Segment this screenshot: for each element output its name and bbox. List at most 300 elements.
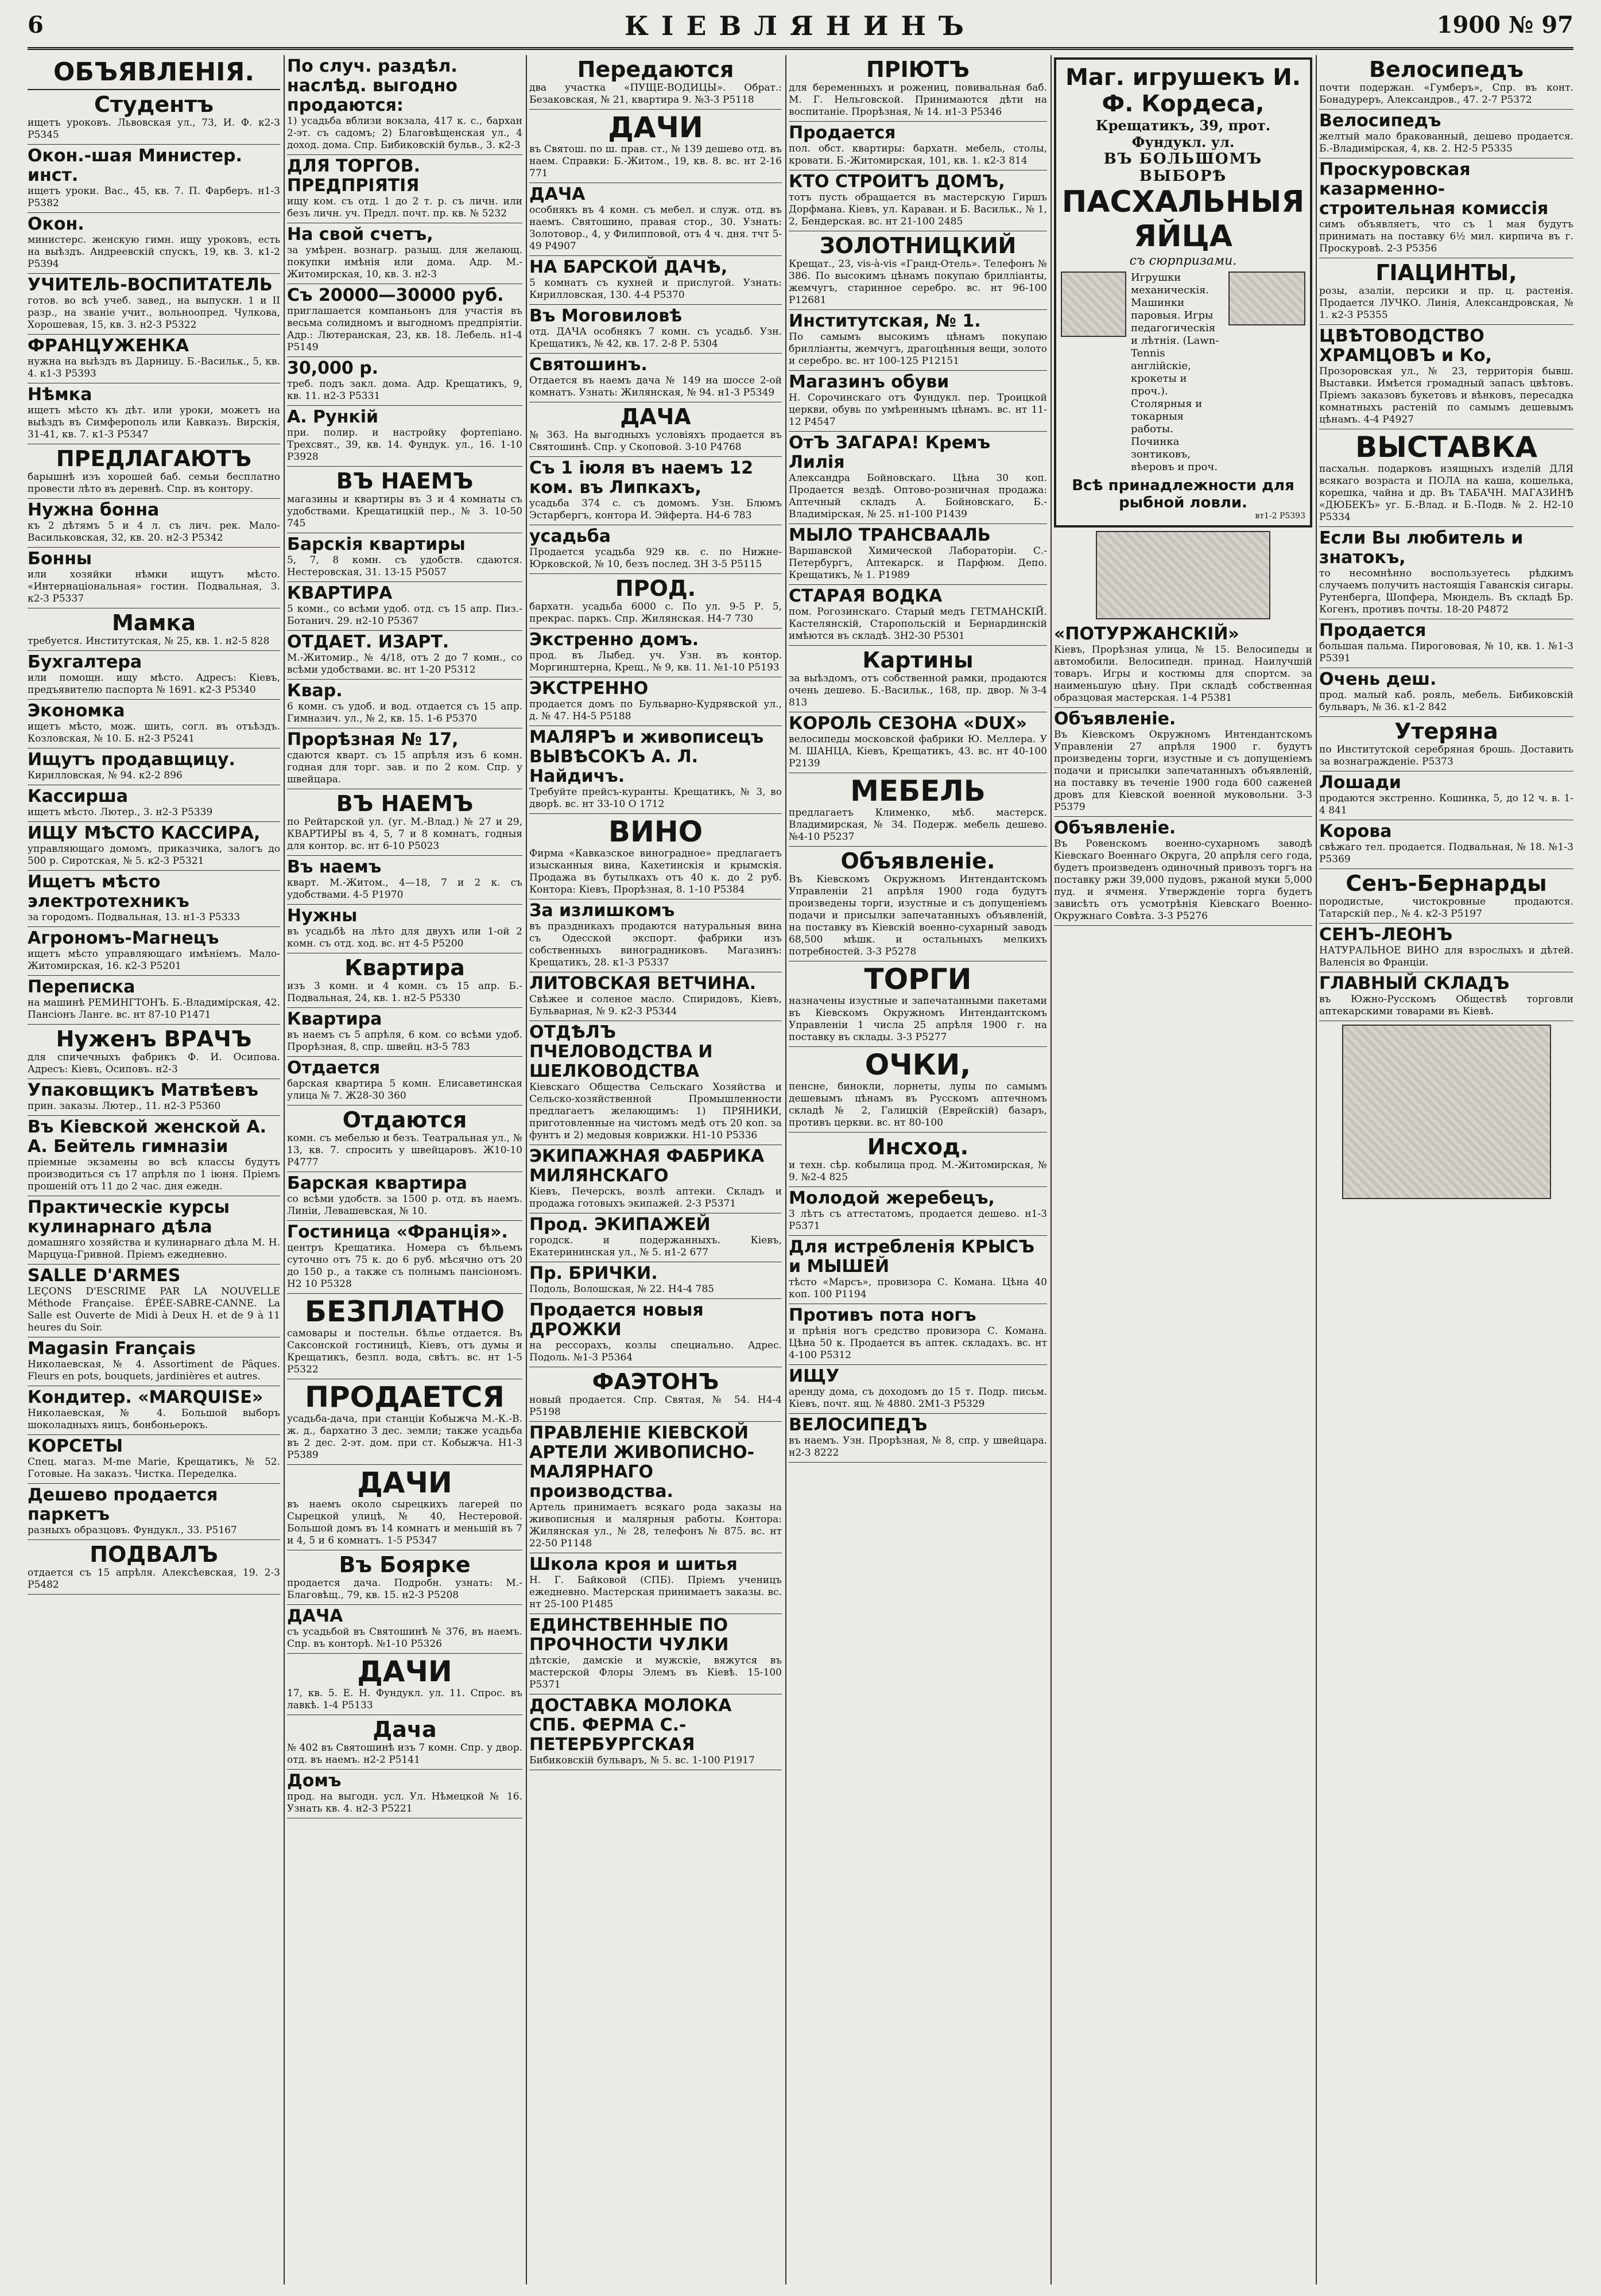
- ad-text: центръ Крещатика. Номера съ бѣльемъ суточно отъ 75 к. до 6 руб. мѣсячно отъ 20 до 150 р., а также съ полнымъ пансіономъ. Н2 10 Р5328: [287, 1242, 522, 1290]
- classified-ad: [1319, 869, 1573, 924]
- ad-heading: ПРОДАЕТСЯ: [305, 1380, 505, 1414]
- classified-ad: [287, 1550, 522, 1605]
- ad-text: 3 лѣтъ съ аттестатомъ, продается дешево. н1-3 Р5371: [789, 1208, 1047, 1232]
- ad-heading: Агрономъ-Магнецъ: [28, 928, 219, 948]
- classified-ad: [529, 256, 782, 305]
- ad-text: разныхъ образцовъ. Фундукл., 33. Р5167: [28, 1525, 237, 1536]
- ad-heading: Въ Моговиловѣ: [529, 306, 683, 326]
- classified-ad: [28, 444, 280, 499]
- ad-heading: ПРОД.: [615, 576, 696, 601]
- classified-ad: [28, 1540, 280, 1595]
- classified-ad: [529, 457, 782, 525]
- classified-ad: [529, 183, 782, 256]
- ad-list-1: [28, 90, 280, 1595]
- classified-ad: [789, 524, 1047, 585]
- classified-ad: [789, 170, 1047, 231]
- classified-ad: [1054, 708, 1312, 817]
- ad-heading: Нуженъ ВРАЧЪ: [56, 1026, 252, 1052]
- ad-heading: ПРІЮТЪ: [866, 57, 970, 82]
- ad-text: для спичечныхъ фабрикъ Ф. И. Осипова. Адресъ: Кіевъ, Осиповъ. н2-3: [28, 1052, 280, 1075]
- classified-ad: [287, 1057, 522, 1106]
- ad-text: Николаевская, № 4. Assortiment de Pâques. Fleurs en pots, bouquets, jardinières et autres.: [28, 1359, 280, 1382]
- ad-text: по Рейтарской ул. (уг. М.-Влад.) № 27 и 29, КВАРТИРЫ въ 4, 5, 7 и 8 комнатъ, годныя для контор. вс. нт 6-10 Р5023: [287, 816, 522, 852]
- ad-heading: Пр. БРИЧКИ.: [529, 1263, 658, 1283]
- classified-ad: [1319, 668, 1573, 717]
- ad-heading: ОтЪ ЗАГАРА! Кремъ Лилія: [789, 433, 991, 472]
- classified-ad: [789, 1047, 1047, 1133]
- classified-ad: [529, 402, 782, 457]
- ad-heading: Дача: [373, 1717, 437, 1742]
- ad-text: требуется. Институтская, № 25, кв. 1. н2-5 828: [28, 635, 270, 647]
- ad-heading: Отдается: [287, 1058, 381, 1078]
- ad-address: Крещатикъ, 39, прот. Фундукл. ул.: [1095, 117, 1271, 150]
- ad-heading: ЭКИПАЖНАЯ ФАБРИКА МИЛЯНСКАГО: [529, 1146, 765, 1186]
- classified-ad: [1319, 972, 1573, 1021]
- ad-text: НАТУРАЛЬНОЕ ВИНО для взрослыхъ и дѣтей. Валенсія во Франціи.: [1319, 945, 1573, 968]
- column-4: [789, 55, 1047, 2285]
- classified-ad: [287, 1605, 522, 1654]
- classified-ad: [28, 1386, 280, 1435]
- column-divider: [526, 55, 527, 2285]
- ad-text: новый продается. Спр. Святая, № 54. Н4-4 Р5198: [529, 1394, 782, 1418]
- ad-heading: ИЩУ: [789, 1366, 840, 1386]
- ad-heading: Нѣмка: [28, 385, 92, 405]
- classified-ad: [28, 608, 280, 651]
- ad-text: 5 комн., со всѣми удоб. отд. съ 15 апр. Пиз.-Ботанич. 29. н2-10 Р5367: [287, 603, 522, 627]
- ad-heading: КОРОЛЬ СЕЗОНА «DUX»: [789, 713, 1027, 734]
- ad-heading: усадьба: [529, 526, 611, 546]
- classified-ad: [789, 961, 1047, 1047]
- ad-text: треб. подъ закл. дома. Адр. Крещатикъ, 9, кв. 11. н2-3 Р5331: [287, 378, 522, 402]
- ad-text: комн. съ мебелью и безъ. Театральная ул., № 13, кв. 7. спросить у швейцаровъ. Ж10-10 Р4777: [287, 1133, 522, 1168]
- ad-heading: УЧИТЕЛЬ-ВОСПИТАТЕЛЬ: [28, 275, 273, 295]
- classified-ad: [1319, 158, 1573, 258]
- ad-heading: ГЛАВНЫЙ СКЛАДЪ: [1319, 974, 1510, 994]
- classified-ad: [529, 726, 782, 814]
- classified-ad: [529, 110, 782, 183]
- classified-ad: [287, 1008, 522, 1057]
- ad-heading: ДАЧА: [620, 404, 691, 429]
- ad-heading: Велосипедъ: [1369, 57, 1524, 82]
- ad-text: въ Южно-Русскомъ Обществѣ торговли аптекарскими товарами въ Кіевѣ.: [1319, 994, 1573, 1017]
- ad-heading: 30,000 р.: [287, 358, 379, 378]
- ad-text: пол. обст. квартиры: бархатн. мебель, столы, кровати. Б.-Житомирская, 101, кв. 1. к2-3 814: [789, 143, 1047, 166]
- ad-text: за умѣрен. вознагр. разыщ. для желающ. покупки имѣнія или дома. Адр. М.-Житомирская, 10, кв. 3. н2-3: [287, 245, 522, 280]
- ad-heading: Квартира: [344, 955, 465, 980]
- ad-text: продается дача. Подробн. узнать: М.-Благовѣщ., 79, кв. 15. н2-3 Р5208: [287, 1577, 522, 1601]
- classified-ad: [789, 122, 1047, 170]
- classified-ad: [287, 789, 522, 856]
- ad-heading: ВИНО: [608, 815, 703, 848]
- ad-text: барышнѣ изъ хорошей баб. семьи бесплатно провести лѣто въ деревнѣ. Спр. въ контору.: [28, 471, 280, 495]
- ad-text: за выѣздомъ, отъ собственной рамки, продаются очень дешево. Б.-Васильк., 168, пр. двор. №3-4 813: [789, 673, 1047, 708]
- ad-heading: ОТДАЕТ. ИЗАРТ.: [287, 632, 449, 652]
- classified-ad: [287, 406, 522, 467]
- ad-heading: ПОДВАЛЪ: [90, 1542, 218, 1567]
- ad-text: назначены изустные и запечатанными пакетами въ Кіевскомъ Окружномъ Интендантскомъ Управленіи 1 числа 25 апрѣля 1900 г. на поставку въ склады. 3-3 Р5277: [789, 995, 1047, 1043]
- ad-text: Спец. магаз. M-me Marie, Крещатикъ, № 52. Готовые. На заказъ. Чистка. Переделка.: [28, 1456, 280, 1480]
- ad-heading: ТОРГИ: [864, 963, 972, 996]
- ad-heading: Окон.: [28, 214, 84, 234]
- ad-text: два участка «ПУЩЕ-ВОДИЦЫ». Обрат.: Безаковская, № 21, квартира 9. №3-3 Р5118: [529, 82, 782, 106]
- fishing-tackle-line: Всѣ принадлежности для рыбной ловли.: [1072, 477, 1294, 511]
- ad-text: Отдается въ наемъ дача № 149 на шоссе 2-ой комнатъ. Узнать: Жилянская, № 94. н1-3 Р5349: [529, 375, 782, 398]
- ad-text: пенсне, бинокли, лорнеты, лупы по самымъ дешевымъ цѣнамъ въ Русскомъ аптечномъ складѣ № 2, Галицкій (Еврейскій) базаръ, противъ церкви. вс. нт 80-100: [789, 1081, 1047, 1128]
- classified-ad: [529, 1367, 782, 1422]
- ad-heading: СЕНЪ-ЛЕОНЪ: [1319, 925, 1453, 945]
- classified-ad: [529, 1299, 782, 1367]
- classified-ad: [28, 383, 280, 444]
- easter-eggs-heading: ПАСХАЛЬНЫЯ ЯЙЦА: [1061, 185, 1305, 254]
- ad-heading: Квартира: [287, 1009, 382, 1029]
- ad-heading: МЫЛО ТРАНСВААЛЬ: [789, 525, 991, 545]
- classified-ad: [529, 1614, 782, 1694]
- ad-text: 1) усадьба вблизи вокзала, 417 к. с., бархан 2-эт. съ садомъ; 2) Благовѣщенская ул., 4 доход. дома. Спр. Бибиковскій бульв., 3. к2-3: [287, 115, 522, 151]
- classified-ad: [529, 1145, 782, 1213]
- classified-ad: [287, 1654, 522, 1715]
- classified-ad: [789, 1187, 1047, 1236]
- ad-text: въ Святош. по ш. прав. ст., № 139 дешево отд. въ наем. Справки: Б.-Житом., 19, кв. 8. вс. нт 2-16 771: [529, 144, 782, 179]
- ad-heading: Для истребленія КРЫСЪ и МЫШЕЙ: [789, 1237, 1035, 1277]
- classified-ad: [789, 231, 1047, 310]
- classified-ad: [1319, 717, 1573, 771]
- ad-text: къ 2 дѣтямъ 5 и 4 л. съ лич. рек. Мало-Васильковская, 32, кв. 20. н2-3 Р5342: [28, 520, 280, 544]
- classified-ad: [789, 371, 1047, 432]
- classified-ad: [28, 1196, 280, 1265]
- ad-text: бархатн. усадьба 6000 с. По ул. 9-5 Р. 5, прекрас. паркъ. Спр. Жилянская. Н4-7 730: [529, 601, 782, 625]
- ad-text: ищетъ мѣсто къ дѣт. или уроки, можетъ на выѣздъ въ Симферополь или Кавказъ. Вирскія, 31-41, кв. 7. к1-3 Р5347: [28, 405, 280, 440]
- ad-text: со всѣми удобств. за 1500 р. отд. въ наемъ. Линіи, Левашевская, № 10.: [287, 1193, 522, 1217]
- classified-ad: [1319, 258, 1573, 325]
- ad-text: Крещат., 23, vis-à-vis «Гранд-Отель». Телефонъ № 386. По высокимъ цѣнамъ покупаю брилліанты, жемчугъ, старинное серебро. вс. нт 96-100 Р12681: [789, 258, 1047, 306]
- ad-text: № 402 въ Святошинѣ изъ 7 комн. Спр. у двор. отд. въ наемъ. н2-2 Р5141: [287, 1742, 522, 1766]
- classified-ad: [529, 305, 782, 354]
- ad-text: Продается усадьба 929 кв. с. по Нижне-Юрковской, № 10, безъ послед. ЗН 3-5 Р5115: [529, 546, 782, 570]
- classified-ad: [789, 1304, 1047, 1365]
- ad-text: ищетъ мѣсто, мож. шить, согл. въ отъѣздъ. Козловская, № 10. Б. н2-3 Р5241: [28, 721, 280, 744]
- ad-heading: МЕБЕЛЬ: [850, 774, 986, 808]
- ad-text: управляющаго домомъ, приказчика, залогъ до 500 р. Сиротская, № 5. к2-3 Р5321: [28, 843, 280, 867]
- ad-text: въ усадьбѣ на лѣто для двухъ или 1-ой 2 комн. съ отд. ход. вс. нт 4-5 Р5200: [287, 926, 522, 949]
- newspaper-masthead: [28, 7, 1573, 50]
- ad-heading: Картины: [862, 647, 974, 673]
- classified-ad: [28, 548, 280, 608]
- ad-heading: Сенъ-Бернарды: [1346, 871, 1547, 896]
- ad-text: пом. Рогозинскаго. Старый медъ ГЕТМАНСКІЙ. Кастелянскій, Старопольскій и Бернардинскій имѣются въ складѣ. ЗН2-30 Р5301: [789, 606, 1047, 642]
- ad-heading: КОРСЕТЫ: [28, 1436, 123, 1456]
- ad-heading: ПРАВЛЕНІЕ КІЕВСКОЙ АРТЕЛИ ЖИВОПИСНО-МАЛЯРНАГО производства.: [529, 1423, 755, 1502]
- classified-ad: [28, 785, 280, 822]
- ad-text: съ усадьбой въ Святошинѣ № 376, въ наемъ. Спр. въ конторѣ. №1-10 Р5326: [287, 1626, 522, 1650]
- ad-text: LEÇONS D'ESCRIME PAR LA NOUVELLE Méthode Française. ÉPÉE-SABRE-CANNE. La Salle est Ouverte de Midi à Deux H. et de 9 à 11 heures du Soir.: [28, 1286, 280, 1333]
- column-divider: [284, 55, 285, 2285]
- ad-text: ищетъ мѣсто. Лютер., 3. н2-3 Р5339: [28, 806, 213, 818]
- ad-heading: ГІАЦИНТЫ,: [1375, 260, 1517, 285]
- classified-ad: [287, 680, 522, 728]
- ad-heading: Нужны: [287, 906, 358, 926]
- ad-text: ищу ком. съ отд. 1 до 2 т. р. съ личн. или безъ личн. уч. Предл. почт. пр. кв. № 5232: [287, 196, 522, 219]
- ad-heading: Лошади: [1319, 773, 1401, 793]
- page-number: 6: [28, 11, 44, 38]
- ad-text: Артель принимаетъ всякаго рода заказы на живописныя и малярныя работы. Контора: Жилянская ул., № 28, телефонъ № 875. вс. нт 22-50 Р1148: [529, 1502, 782, 1549]
- ad-heading: НА БАРСКОЙ ДАЧѢ,: [529, 257, 728, 277]
- ad-heading: Объявленіе.: [1054, 709, 1176, 729]
- classified-ad: [28, 213, 280, 274]
- ad-heading: Домъ: [287, 1771, 342, 1791]
- ad-heading: Съ 1 іюля въ наемъ 12 ком. въ Липкахъ,: [529, 458, 753, 498]
- classified-ad: [28, 651, 280, 700]
- ad-text: въ наемъ съ 5 апрѣля, 6 ком. со всѣми удоб. Прорѣзная, 8, спр. швейц. н3-5 783: [287, 1029, 522, 1053]
- ad-text: ищетъ уроковъ. Львовская ул., 73, И. Ф. к2-3 Р5345: [28, 117, 280, 141]
- ad-text: отд. ДАЧА особнякъ 7 комн. съ усадьб. Узн. Крещатикъ, № 42, кв. 17. 2-8 Р. 5304: [529, 326, 782, 350]
- ad-text: Н. Г. Байковой (СПБ). Пріемъ ученицъ ежедневно. Мастерская принимаетъ заказы. вс. нт 25-100 Р1485: [529, 1574, 782, 1610]
- ad-text: и техн. сѣр. кобылица прод. М.-Житомирская, № 9. №2-4 825: [789, 1159, 1047, 1183]
- ad-heading: Святошинъ.: [529, 355, 648, 375]
- classified-ad: [529, 1694, 782, 1770]
- ad-text: Кіевъ, Прорѣзная улица, № 15. Велосипеды и автомобили. Велосипедн. принад. Наилучшій товаръ. Игры и костюмы для спортсм. за наименьшую цѣну. При складѣ собственная образцовая мастерская. 1-4 Р5381: [1054, 644, 1312, 704]
- classified-ad: [1319, 429, 1573, 527]
- classified-ad: [28, 499, 280, 548]
- ad-text: желтый мало бракованный, дешево продается. Б.-Владимірская, 4, кв. 2. Н2-5 Р5335: [1319, 131, 1573, 154]
- ad-heading: Инсход.: [867, 1134, 969, 1159]
- classified-ad: [287, 357, 522, 406]
- column-divider: [1316, 55, 1317, 2285]
- classified-ad: [287, 223, 522, 284]
- classified-ad: [287, 1465, 522, 1550]
- ad-text: Въ Кіевскомъ Окружномъ Интендантскомъ Управленіи 21 апрѣля 1900 года будутъ произведены торги, изустные и съ допущеніемъ подачи и присылки запечатанныхъ объявленій, на поставку въ Кіевскій военно-сухарный заводъ 68,500 мѣшк. и остальныхъ мелкихъ потребностей. 3-3 Р5278: [789, 874, 1047, 957]
- ad-text: то несомнѣнно воспользуетесь рѣдкимъ случаемъ получить настоящія Гаванскія сигары. Рутенберга, Шопфера, Мюндель. Въ складѣ Бр. Когенъ, противъ почты. 18-20 Р4872: [1319, 568, 1573, 615]
- classified-ad: [28, 1025, 280, 1079]
- ad-heading: ДАЧИ: [357, 1655, 452, 1688]
- classified-ad: [529, 354, 782, 402]
- classified-ad: [28, 90, 280, 145]
- ad-heading: Утеряна: [1394, 719, 1498, 744]
- classified-ad: [529, 1553, 782, 1614]
- ad-text: изъ 3 комн. и 4 комн. съ 15 апр. Б.-Подвальная, 24, кв. 1. н2-5 Р5330: [287, 980, 522, 1004]
- ad-heading: ЦВѢТОВОДСТВО ХРАМЦОВЪ и Ко,: [1319, 326, 1493, 366]
- ad-text: Кіевъ, Печерскъ, возлѣ аптеки. Складъ и продажа готовыхъ экипажей. 2-3 Р5371: [529, 1186, 782, 1209]
- classified-ad: [789, 310, 1047, 371]
- ad-text: на машинѣ РЕМИНГТОНЪ. Б.-Владимірская, 42. Пансіонъ Ланге. вс. нт 87-10 Р1471: [28, 997, 280, 1021]
- ad-heading: ИЩУ МѢСТО КАССИРА,: [28, 823, 261, 843]
- ad-text: велосипеды московской фабрики Ю. Меллера. У М. ШАНЦА, Кіевъ, Крещатикъ, 43. вс. нт 40-100 Р2139: [789, 734, 1047, 769]
- classified-ad: [287, 1294, 522, 1379]
- classified-ad: [529, 55, 782, 110]
- ad-text: 17, кв. 5. Е. Н. Фундукл. ул. 11. Спрос. въ лавкѣ. 1-4 Р5133: [287, 1688, 522, 1711]
- ad-heading: Мамка: [112, 610, 196, 635]
- ad-text: или хозяйки нѣмки ищутъ мѣсто. «Интернаціональная» гостин. Подвальная, 3. к2-3 Р5337: [28, 569, 280, 604]
- ad-text: Бибиковскій бульваръ, № 5. вс. 1-100 Р1917: [529, 1755, 755, 1766]
- ad-list-4: [789, 55, 1047, 1463]
- classified-ad: [28, 1079, 280, 1116]
- ad-heading: Маг. игрушекъ И. Ф. Кордеса,: [1065, 64, 1301, 117]
- ad-heading: КВАРТИРА: [287, 583, 393, 603]
- ad-text: за городомъ. Подвальная, 13. н1-3 Р5333: [28, 912, 241, 923]
- ad-heading: Бухгалтера: [28, 652, 142, 672]
- ad-heading: Ищетъ мѣсто электротехникъ: [28, 872, 189, 912]
- ad-text: Варшавской Химической Лабораторіи. С.-Петербургъ, Аптекарск. и Парфюм. Депо. Крещатикъ, № 1. Р1989: [789, 545, 1047, 581]
- ad-text: Кіевскаго Общества Сельскаго Хозяйства и Сельско-хозяйственной Промышленности предлагаетъ желающимъ: 1) ПРЯНИКИ, приготовленные на чистомъ медѣ отъ 20 коп. за фунтъ и 2) медовыя коврижки. Н1-10 Р5336: [529, 1081, 782, 1141]
- classified-ad: [1319, 619, 1573, 668]
- ad-text: Игрушки механическія. Машинки паровыя. Игры педагогическія и лѣтнія. (Lawn-Tennis англійскіе, крокеты и проч.). Столярныя и токарныя работы. Починка зонтиковъ, вѣеровъ и проч.: [1131, 272, 1219, 473]
- issue-number: 1900 № 97: [1436, 11, 1573, 38]
- ad-text: отдается съ 15 апрѣля. Алексѣевская, 19. 2-3 Р5482: [28, 1567, 280, 1591]
- ad-heading: ВЪ НАЕМЪ: [336, 791, 474, 816]
- column-2: [287, 55, 522, 2285]
- classified-ad: [789, 585, 1047, 646]
- ad-heading: Бонны: [28, 549, 92, 569]
- ad-heading: БЕЗПЛАТНО: [304, 1295, 505, 1328]
- ad-text: почти подержан. «Гумберъ», Спр. въ конт. Бонадуреръ, Александров., 47. 2-7 Р5372: [1319, 82, 1573, 106]
- ad-text: Александра Бойновскаго. Цѣна 30 коп. Продается вездѣ. Оптово-розничная продажа: Аптечный складъ А. Бойновскаго, Б.-Владимірская, № 25. н1-100 Р1439: [789, 472, 1047, 520]
- ad-text: симъ объявляетъ, что съ 1 мая будутъ принимать на поставку 6½ мил. кирпича въ г. Проскуровѣ. 2-3 Р5356: [1319, 219, 1573, 254]
- classified-ad: [287, 953, 522, 1008]
- ad-heading: ОТДѢЛЪ ПЧЕЛОВОДСТВА И ШЕЛКОВОДСТВА: [529, 1022, 713, 1081]
- st-leon-wine-dragon-illustration: [1342, 1025, 1551, 1199]
- ad-heading: Квар.: [287, 681, 343, 701]
- classified-ad: [28, 335, 280, 383]
- ad-text: 5, 7, 8 комн. съ удобств. сдаются. Нестеровская, 31. 13-15 Р5057: [287, 554, 522, 578]
- ad-text: городск. и подержанныхъ. Кіевъ, Екатерининская ул., № 5. н1-2 677: [529, 1235, 782, 1258]
- ad-heading: Окон.-шая Министер. инст.: [28, 146, 242, 185]
- ad-text: дѣтскіе, дамскіе и мужскіе, вяжутся въ мастерской Флоры Элемъ въ Кіевѣ. 15-100 Р5371: [529, 1655, 782, 1690]
- ad-heading: ВЪ НАЕМЪ: [336, 468, 474, 494]
- ad-text: По самымъ высокимъ цѣнамъ покупаю брилліанты, жемчугъ, драгоцѣнныя вещи, золото и серебро. вс. нт 100-125 Р12151: [789, 331, 1047, 367]
- ad-heading: Гостиница «Франція».: [287, 1222, 508, 1242]
- ad-text: въ праздникахъ продаются натуральныя вина съ Одесской экспорт. фабрики изъ собственныхъ виноградниковъ. Магазинъ: Крещатикъ, 28. к1-3 Р5337: [529, 921, 782, 968]
- ad-text: сдаются кварт. съ 15 апрѣля изъ 6 комн. годная для торг. зав. и по 2 ком. Спр. у швейцара.: [287, 750, 522, 785]
- ad-text: на рессорахъ, козлы специально. Адрес. Подоль. №1-3 Р5364: [529, 1340, 782, 1363]
- classified-ad: [529, 677, 782, 726]
- ad-text: въ наемъ около сырецкихъ лагерей по Сырецкой улицѣ, № 40, Нестеровой. Большой домъ въ 14 комнатъ и меньшій въ 7 и 4, 5 и 6 комнатъ. 1-5 Р5347: [287, 1499, 522, 1546]
- ad-heading: На свой счетъ,: [287, 224, 433, 245]
- ad-text: усадьба-дача, при станціи Кобыжча М.-К.-В. ж. д., бархатно 3 дес. земли; также усадьба въ 2 дес. 2-эт. дом. при ст. Кобыжча. Н1-3 Р5389: [287, 1413, 522, 1461]
- classified-ad: [287, 1106, 522, 1172]
- ad-heading: По случ. раздѣл. наслѣд. выгодно продаются:: [287, 56, 458, 115]
- classified-ad: [1319, 820, 1573, 869]
- ad-heading: Въ наемъ: [287, 857, 382, 877]
- ad-heading: СТАРАЯ ВОДКА: [789, 586, 943, 606]
- ad-text: самовары и постельн. бѣлье отдается. Въ Саксонской гостиницѣ, Кіевъ, отъ думы и Крещатикъ, безпл. вода, свѣтъ. вс. нт 1-5 Р5322: [287, 1328, 522, 1375]
- ad-heading: Передаются: [577, 57, 734, 82]
- classified-ad: [1319, 771, 1573, 820]
- ad-text: свѣжаго тел. продается. Подвальная, № 18. №1-3 Р5369: [1319, 841, 1573, 865]
- classified-ad: [28, 1265, 280, 1337]
- classified-ad: [789, 1365, 1047, 1414]
- classified-ad: [789, 712, 1047, 773]
- ad-text: магазины и квартиры въ 3 и 4 комнаты съ удобствами. Крещатицкій пер., № 3. 10-50 745: [287, 494, 522, 529]
- classified-ad: [287, 856, 522, 905]
- ad-text: Н. Сорочинскаго отъ Фундукл. пер. Троицкой церкви, обувь по умѣреннымъ цѣнамъ. вс. нт 11-12 Р4547: [789, 392, 1047, 428]
- ad-heading: Прод. ЭКИПАЖЕЙ: [529, 1215, 711, 1235]
- ad-subheading: ВЪ БОЛЬШОМЪ ВЫБОРѢ: [1103, 150, 1263, 185]
- kordes-toy-store-ad: [1054, 57, 1312, 528]
- ad-text: большая пальма. Пирогововая, № 10, кв. 1. №1-3 Р5391: [1319, 641, 1573, 664]
- ad-list-6: [1319, 55, 1573, 1021]
- classified-ad: [287, 1172, 522, 1221]
- classified-ad: [789, 646, 1047, 712]
- newspaper-title: КІЕВЛЯНИНЪ: [625, 10, 976, 41]
- classified-ad: [28, 871, 280, 927]
- ad-heading: ДАЧА: [529, 184, 586, 204]
- classified-ad: [529, 814, 782, 899]
- classified-ad: [28, 145, 280, 213]
- classified-ad: [529, 972, 782, 1021]
- ad-text: тѣсто «Марсъ», провизора С. Комана. Цѣна 40 коп. 100 Р1194: [789, 1277, 1047, 1300]
- ad-text: аренду дома, съ доходомъ до 15 т. Подр. письм. Кіевъ, почт. ящ. № 4880. 2М1-3 Р5329: [789, 1386, 1047, 1410]
- ad-text: готов. во всѣ учеб. завед., на выпускн. 1 и II разр., на званіе учит., вольноопред. Чулкова, Хорошевая, 15, кв. 3. н2-3 Р5322: [28, 295, 280, 331]
- column-1: [28, 55, 280, 2285]
- ad-heading: Экономка: [28, 701, 125, 721]
- classified-ad: [529, 1262, 782, 1299]
- column-divider: [1050, 55, 1052, 2285]
- chessboard-illustration: [1061, 272, 1126, 337]
- classified-ad: [28, 822, 280, 871]
- ad-heading: Школа кроя и шитья: [529, 1554, 738, 1574]
- ad-text: при. полир. и настройку фортепіано. Трехсвят., 39, кв. 14. Фундук. ул., 16. 1-10 Р3928: [287, 427, 522, 463]
- ad-text: или помощн. ищу мѣсто. Адресъ: Кіевъ, предъявителю паспорта № 1691. к2-3 Р5340: [28, 672, 280, 696]
- ad-code: вт1-2 Р5393: [1255, 511, 1305, 521]
- ad-heading: Упаковщикъ Матвѣевъ: [28, 1080, 259, 1100]
- classified-ad: [1319, 924, 1573, 972]
- ad-text: розы, азаліи, персики и пр. ц. растенія. Продается ЛУЧКО. Линія, Александровская, № 1. к2-3 Р5355: [1319, 285, 1573, 321]
- ad-heading: Если Вы любитель и знатокъ,: [1319, 528, 1524, 568]
- ad-heading: Продается: [1319, 620, 1426, 641]
- classified-ad: [287, 582, 522, 631]
- ad-heading: ДАЧИ: [608, 111, 703, 144]
- ad-text: прод. въ Лыбед. уч. Узн. въ контор. Моргинштерна, Крещ., № 9, кв. 11. №1-10 Р5193: [529, 650, 782, 673]
- classified-ad: [789, 847, 1047, 961]
- ad-heading: Нужна бонна: [28, 500, 160, 520]
- ad-text: по Институтской серебряная брошь. Доставить за вознагражденіе. Р5373: [1319, 744, 1573, 767]
- ad-heading: Молодой жеребецъ,: [789, 1188, 995, 1208]
- ad-text: Подоль, Волошская, № 22. Н4-4 785: [529, 1283, 714, 1295]
- ad-heading: Ищутъ продавщицу.: [28, 750, 235, 770]
- ad-text: Въ Кіевскомъ Окружномъ Интендантскомъ Управленіи 27 апрѣля 1900 г. будутъ произведены торги, изустные и съ допущеніемъ подачи и присылки запечатанныхъ объявленій, на поставку въ теченіе 1900 года 600 саженей дровъ для Кіевской военной муковольни. 3-3 Р5379: [1054, 729, 1312, 813]
- ad-heading: ВЕЛОСИПЕДЪ: [789, 1415, 928, 1435]
- ad-text: 5 комнатъ съ кухней и прислугой. Узнать: Кирилловская, 130. 4-4 Р5370: [529, 277, 782, 301]
- ad-heading: Противъ пота ногъ: [789, 1305, 976, 1325]
- classified-ad: [529, 1021, 782, 1145]
- classified-ad: [529, 899, 782, 972]
- ad-text: прин. заказы. Лютер., 11. н2-3 Р5360: [28, 1100, 221, 1112]
- ad-heading: Въ Кіевской женской А. А. Бейтель гимназіи: [28, 1117, 266, 1157]
- ad-heading: Прорѣзная № 17,: [287, 730, 459, 750]
- classified-ad: [529, 1213, 782, 1262]
- classified-ad: [28, 748, 280, 785]
- classified-ad: [1054, 817, 1312, 926]
- classified-ad: [287, 284, 522, 357]
- ad-heading: ДЛЯ ТОРГОВ. ПРЕДПРІЯТІЯ: [287, 156, 421, 196]
- ad-text: предлагаетъ Клименко, мѣб. мастерск. Владимирская, № 34. Подерж. мебель дешево. №4-10 Р5237: [789, 807, 1047, 843]
- bicycle-illustration: [1096, 531, 1270, 619]
- classified-ad: [287, 533, 522, 582]
- column-3: [529, 55, 782, 2285]
- ad-text: 6 комн. съ удоб. и вод. отдается съ 15 апр. Гимназич. ул., № 2, кв. 15. 1-6 Р5370: [287, 701, 522, 724]
- classified-ad: [28, 927, 280, 976]
- ad-text: Въ Ровенскомъ военно-сухарномъ заводѣ Кіевскаго Военнаго Округа, 20 апрѣля сего года, будетъ произведенъ одиночный привозъ торгъ на поставку ржи 39,000 пудовъ, ржаной муки 5,000 пуд. и ячменя. Утвержденіе торга будетъ зависѣть отъ усмотрѣнія Кіевскаго Военно-Окружнаго Совѣта. 3-3 Р5276: [1054, 838, 1312, 922]
- ad-heading: Въ Боярке: [339, 1552, 471, 1577]
- ad-text: особнякъ въ 4 комн. съ мебел. и служ. отд. въ наемъ. Святошино, правая стор., 30. Узнать: Золотовор., 4, у Филипповой, отъ 4 ч. дня. тчт 5-49 Р4907: [529, 204, 782, 252]
- ad-heading: Магазинъ обуви: [789, 372, 949, 392]
- ad-text: Кирилловская, № 94. к2-2 896: [28, 770, 183, 781]
- ad-heading: «ПОТУРЖАНСКІЙ»: [1054, 624, 1239, 644]
- classified-ad: [529, 574, 782, 629]
- classified-ad: [287, 1221, 522, 1294]
- ad-text: прод. малый каб. рояль, мебель. Бибиковскій бульваръ, № 36. к1-2 842: [1319, 689, 1573, 713]
- classified-ad: [287, 1770, 522, 1818]
- ad-list-2: [287, 55, 522, 1818]
